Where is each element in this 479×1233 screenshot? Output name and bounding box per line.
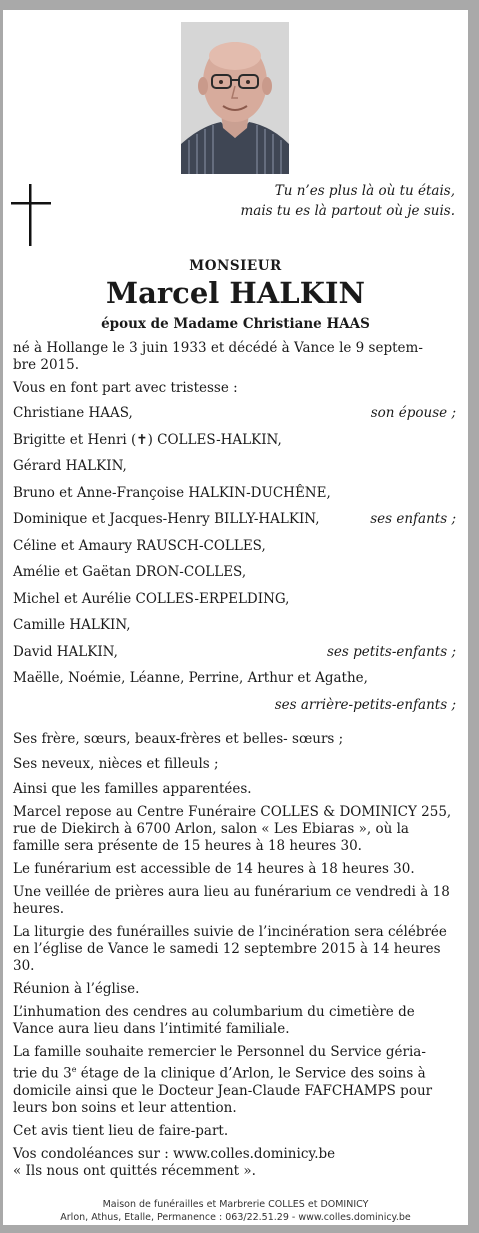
family-row [13,670,456,697]
detail-paragraph: Une veillée de prières aura lieu au funérarium ce vendredi à 18 heures. [13,884,450,917]
poem-line-2: mais tu es là partout où je suis. [240,203,455,219]
footer-line-2: Arlon, Athus, Etalle, Permanence : 063/22.51.29 - www.colles.dominicy.be [60,1212,411,1223]
family-member: Amélie et Gaëtan DRON-COLLES, [13,564,247,580]
detail-paragraph: L’inhumation des cendres au columbarium du cimetière de Vance aura lieu dans l’intimité familiale. [13,1004,415,1037]
portrait-photo [181,22,289,174]
detail-paragraph: La liturgie des funérailles suivie de l’incinération sera célébrée en l’église de Vance le samedi 12 septembre 2015 à 14 heures 30. [13,924,447,974]
spouse-line: époux de Madame Christiane HAAS [101,316,370,332]
obituary-card [3,10,468,1225]
family-role: ses enfants ; [370,511,456,527]
relatives-line: Ses neveux, nièces et filleuls ; [13,756,219,772]
obituary-body [13,340,456,1188]
relatives-line: Ses frère, sœurs, beaux-frères et belles- sœurs ; [13,731,344,747]
family-member: David HALKIN, [13,643,118,660]
family-role: son épouse ; [370,405,456,421]
family-row [13,485,456,512]
family-row [13,617,456,644]
honorific: MONSIEUR [189,258,282,274]
poem-line-1: Tu n’es plus là où tu étais, [274,183,455,199]
family-row [13,538,456,565]
announcement-line: Vous en font part avec tristesse : [13,380,238,396]
family-row [13,644,456,671]
family-row [13,697,456,724]
detail-paragraph: Réunion à l’église. [13,981,140,997]
cross-icon [11,184,51,246]
family-row [13,564,456,591]
family-row [13,591,456,618]
family-member: Céline et Amaury RAUSCH-COLLES, [13,537,266,554]
family-member: Christiane HAAS, [13,405,133,421]
detail-paragraph: Marcel repose au Centre Funéraire COLLES & DOMINICY 255, rue de Diekirch à 6700 Arlon, salon « Les Ebiaras », où la famille sera présente de 15 heures à 18 heures 30. [13,804,452,854]
detail-paragraph: La famille souhaite remercier le Personnel du Service géria- trie du 3e étage de la clinique d’Arlon, le Service des soins à domicile ainsi que le Docteur Jean-Claude FAFCHAMPS pour leurs bon soins et leur attention. [13,1044,433,1116]
family-member: Bruno et Anne-Françoise HALKIN-DUCHÊNE, [13,484,331,501]
poem [240,181,455,221]
family-row [13,405,456,432]
family-member: Gérard HALKIN, [13,458,127,474]
condolences-line: Vos condoléances sur : www.colles.dominicy.be [13,1145,336,1162]
deceased-name: Marcel HALKIN [106,276,365,310]
family-member: Dominique et Jacques-Henry BILLY-HALKIN, [13,511,320,527]
family-member: Maëlle, Noémie, Léanne, Perrine, Arthur et Agathe, [13,670,368,686]
relatives-line: Ainsi que les familles apparentées. [13,781,252,797]
family-member: Michel et Aurélie COLLES-ERPELDING, [13,590,290,607]
detail-paragraph: Cet avis tient lieu de faire-part. [13,1122,229,1139]
funeral-home-footer [3,1198,468,1224]
birth-death-line: né à Hollange le 3 juin 1933 et décédé à Vance le 9 septem- bre 2015. [13,340,423,373]
family-member: Camille HALKIN, [13,617,131,633]
family-row [13,458,456,485]
family-list [13,405,456,723]
family-role: ses petits-enfants ; [326,643,456,660]
family-row [13,432,456,459]
recent-section-line: « Ils nous ont quittés récemment ». [13,1162,256,1179]
detail-paragraph: Le funérarium est accessible de 14 heures à 18 heures 30. [13,861,415,877]
family-member: Brigitte et Henri (✝) COLLES-HALKIN, [13,431,282,448]
family-row [13,511,456,538]
family-role: ses arrière-petits-enfants ; [274,696,456,713]
footer-line-1: Maison de funérailles et Marbrerie COLLES et DOMINICY [102,1199,369,1210]
